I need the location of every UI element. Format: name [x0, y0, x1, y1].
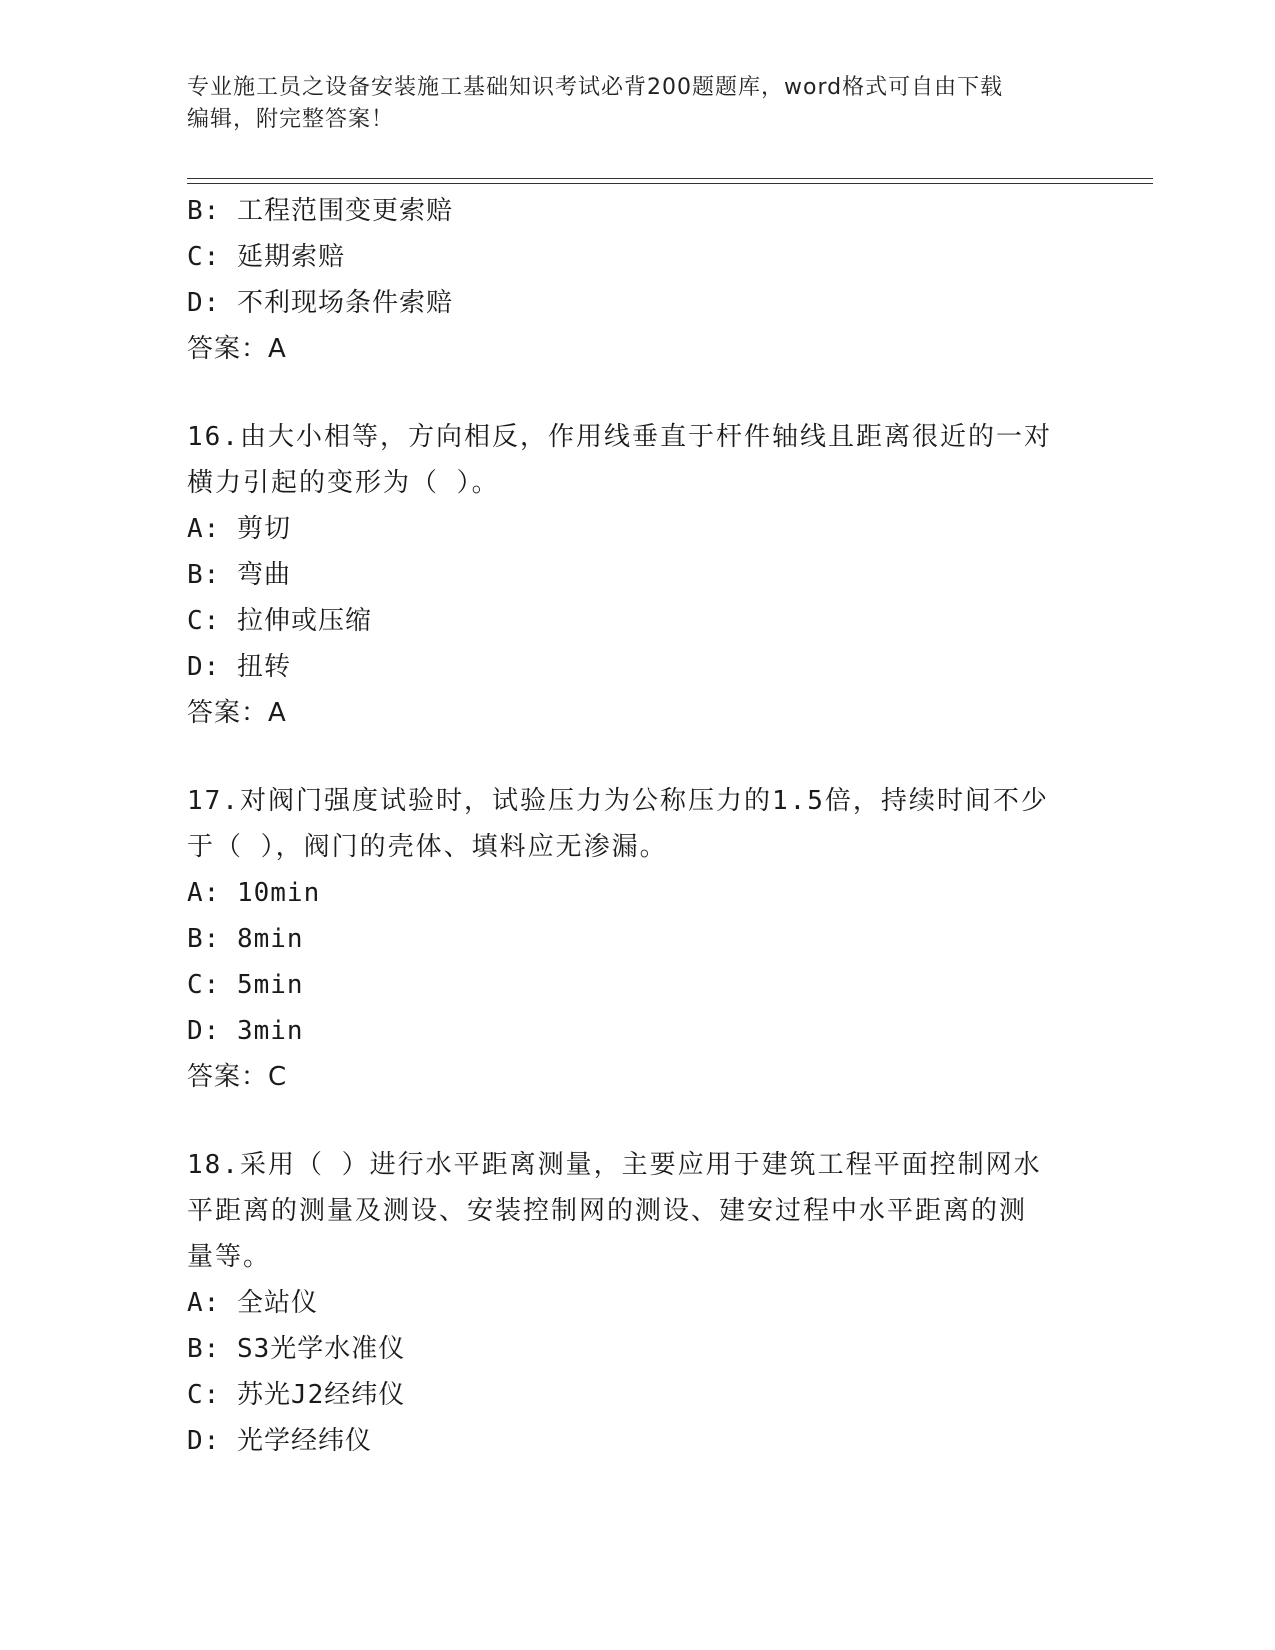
question-17	[187, 778, 1087, 1100]
q17-option-a: A: 10min	[187, 878, 321, 908]
q16-option-d: D: 扭转	[187, 652, 291, 682]
q18-option-b: B: S3光学水准仪	[187, 1334, 406, 1364]
header-divider-bottom	[187, 183, 1153, 184]
q18-option-a: A: 全站仪	[187, 1288, 318, 1318]
document-header	[187, 72, 1087, 136]
q17-answer: 答案：C	[187, 1062, 288, 1092]
header-title-line1: 专业施工员之设备安装施工基础知识考试必背200题题库，word格式可自由下载	[187, 75, 1004, 100]
q18-option-c: C: 苏光J2经纬仪	[187, 1380, 406, 1410]
question-list	[187, 188, 1087, 1464]
q15-option-b: B: 工程范围变更索赔	[187, 196, 453, 226]
q16-stem-line2: 横力引起的变形为（ ）。	[187, 468, 500, 498]
header-title-line2: 编辑，附完整答案！	[187, 107, 395, 132]
q16-stem-line1: 16.由大小相等，方向相反，作用线垂直于杆件轴线且距离很近的一对	[187, 422, 1052, 452]
question-15	[187, 188, 1087, 372]
question-18	[187, 1142, 1087, 1464]
q18-stem-line2: 平距离的测量及测设、安装控制网的测设、建安过程中水平距离的测	[187, 1196, 1028, 1226]
q15-option-c: C: 延期索赔	[187, 242, 345, 272]
q16-option-c: C: 拉伸或压缩	[187, 606, 372, 636]
header-divider-top	[187, 178, 1153, 179]
q17-option-c: C: 5min	[187, 970, 304, 1000]
q16-option-a: A: 剪切	[187, 514, 291, 544]
q17-option-b: B: 8min	[187, 924, 304, 954]
q18-option-d: D: 光学经纬仪	[187, 1426, 372, 1456]
q16-answer: 答案：A	[187, 698, 287, 728]
q18-stem-line1: 18.采用（ ）进行水平距离测量，主要应用于建筑工程平面控制网水	[187, 1150, 1042, 1180]
q15-answer: 答案：A	[187, 334, 287, 364]
q18-stem-line3: 量等。	[187, 1242, 272, 1272]
q15-option-d: D: 不利现场条件索赔	[187, 288, 453, 318]
question-16	[187, 414, 1087, 736]
q17-stem-line1: 17.对阀门强度试验时，试验压力为公称压力的1.5倍，持续时间不少	[187, 786, 1049, 816]
q17-option-d: D: 3min	[187, 1016, 304, 1046]
q17-stem-line2: 于（ ），阀门的壳体、填料应无渗漏。	[187, 832, 668, 862]
q16-option-b: B: 弯曲	[187, 560, 291, 590]
